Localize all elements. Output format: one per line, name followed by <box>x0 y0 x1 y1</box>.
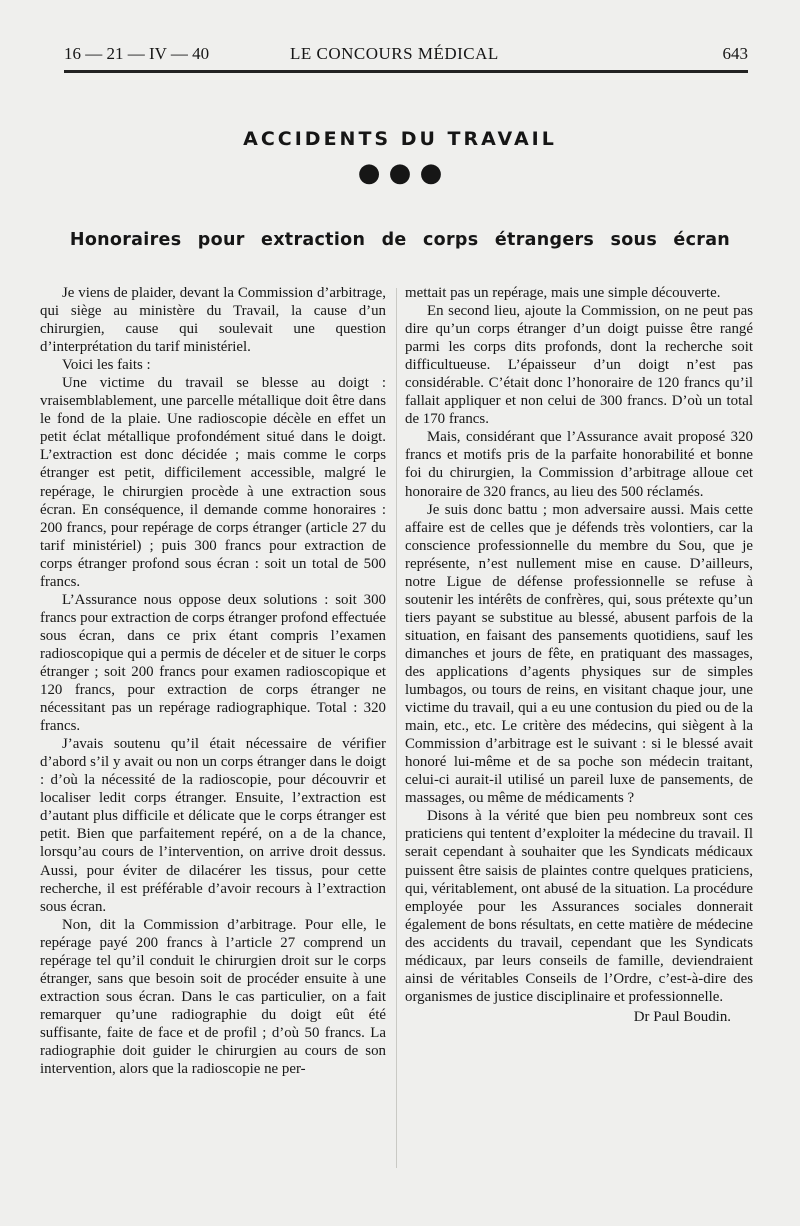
paragraph: mettait pas un repérage, mais une simple découverte. <box>405 285 721 301</box>
left-column <box>40 284 386 1078</box>
column-divider <box>396 288 397 1168</box>
article-title: Honoraires pour extraction de corps étrangers sous écran <box>69 230 731 250</box>
journal-name: LE CONCOURS MÉDICAL <box>290 44 499 63</box>
paragraph: Disons à la vérité que bien peu nombreux sont ces praticiens qui tentent d’exploiter la médecine du travail. Il serait cependant à souhaiter que les Syndicats médicaux puissent être saisis de plaintes contre quelques praticiens, qui, véritablement, ont abusé de la situation. La procédure employée pour les Assurances sociales donnerait également de bons résultats, en cette matière de médecine des accidents du travail, cependant que les Syndicats médicaux, par leurs conseils de famille, deviendraient ainsi de véritables Conseils de l’Ordre, c’est-à-dire des organismes de justice disciplinaire et professionnelle. <box>405 808 753 1005</box>
paragraph: Voici les faits : <box>62 357 151 374</box>
issue-date: 16 — 21 — IV — 40 <box>64 44 210 63</box>
section-title: ACCIDENTS DU TRAVAIL <box>243 128 557 150</box>
paragraph: En second lieu, ajoute la Commission, on ne peut pas dire qu’un corps étranger d’un doigt puisse être rangé parmi les corps dits profonds, dont la recherche soit difficultueuse. L’épaisseur d’un doigt n’est pas considérable. C’était donc l’honoraire de 120 francs qu’il fallait appliquer et non celui de 300 francs. D’où un total de 170 francs. <box>405 303 753 428</box>
right-column <box>405 284 753 1026</box>
header-rule <box>64 70 748 73</box>
paragraph: L’Assurance nous oppose deux solutions : soit 300 francs pour extraction de corps étranger profond effectuée sous écran, dans ce prix étant compris l’examen radioscopique qui a permis de déceler et de situer le corps étranger ; soit 200 francs pour examen radioscopique et 120 francs, pour extraction de corps étranger ne nécessitant pas un repérage radiographique. Total : 320 francs. <box>40 591 386 735</box>
ornament-dots: ● ● ● <box>357 158 443 188</box>
paragraph: Je viens de plaider, devant la Commission d’arbitrage, qui siège au ministère du Travail, la cause d’un chirurgien, cause qui soulevait une question d’interprétation du tarif ministériel. <box>40 285 386 356</box>
paragraph: Mais, considérant que l’Assurance avait proposé 320 francs et motifs pris de la parfaite honorabilité et bonne foi du chirurgien, la Commission d’arbitrage alloue cet honoraire de 320 francs, au lieu des 500 réclamés. <box>405 429 753 500</box>
page-number: 643 <box>722 44 748 63</box>
paragraph: Non, dit la Commission d’arbitrage. Pour elle, le repérage payé 200 francs à l’article 27 comprend un repérage tel qu’il conduit le chirurgien droit sur le corps étranger, sans que besoin soit de procéder ensuite à une extraction sous écran. Dans le cas particulier, on a fait remarquer qu’une radiographie du doigt eût été suffisante, faite de face et de profil ; d’où 50 francs. La radiographie doit guider le chirurgien au cours de son intervention, alors que la radioscopie ne per- <box>40 916 386 1078</box>
signature: Dr Paul Boudin. <box>633 1008 731 1025</box>
paragraph: J’avais soutenu qu’il était nécessaire de vérifier d’abord s’il y avait ou non un corps étranger dans le doigt : d’où la nécessité de la radioscopie, pour découvrir et localiser ledit corps étranger. Ensuite, l’extraction est d’autant plus difficile et délicate que le corps étranger est petit. Bien que parfaitement repéré, on a de la chance, lorsqu’au cours de l’intervention, on arrive droit dessus. Aussi, pour éviter de dilacérer les tissus, pour cette recherche, il est préférable d’avoir recours à l’extraction sous écran. <box>40 736 386 915</box>
page-header <box>64 44 748 70</box>
paragraph: Une victime du travail se blesse au doigt : vraisemblablement, une parcelle métallique doit être dans le fond de la plaie. Une radioscopie décèle en effet un petit éclat métallique profondément situé dans le doigt. L’extraction est donc décidée ; mais comme le corps étranger est petit, difficilement accessible, malgré le repérage, le chirurgien procède à une extraction sous écran. En conséquence, il demande comme honoraires : 200 francs, pour repérage de corps étranger (article 27 du tarif ministériel) ; puis 300 francs pour extraction de corps étranger profond sous écran : soit un total de 500 francs. <box>40 375 386 590</box>
paragraph: Je suis donc battu ; mon adversaire aussi. Mais cette affaire est de celles que je défends très volontiers, car la conscience professionnelle du membre du Sou, que je représente, n’est nullement mise en cause. D’ailleurs, notre Ligue de défense professionnelle se refuse à soutenir les intérêts de confrères, qui, sous prétexte qu’un tiers payant se substitue au blessé, abusent parfois de la situation, en faisant des pansements quotidiens, sauf les dimanches et jours de fête, en pratiquant des massages, des applications d’agents physiques sur de simples lumbagos, ou tours de reins, en visitant chaque jour, une victime du travail, qui a eu une contusion du pied ou de la main, etc., etc. Le critère des médecins, qui siègent à la Commission d’arbitrage est le suivant : si le blessé avait honoré lui-même et de sa poche son médecin traitant, celui-ci aurait-il utilisé un pareil luxe de pansements, de massages, ou même de médicaments ? <box>405 501 753 807</box>
